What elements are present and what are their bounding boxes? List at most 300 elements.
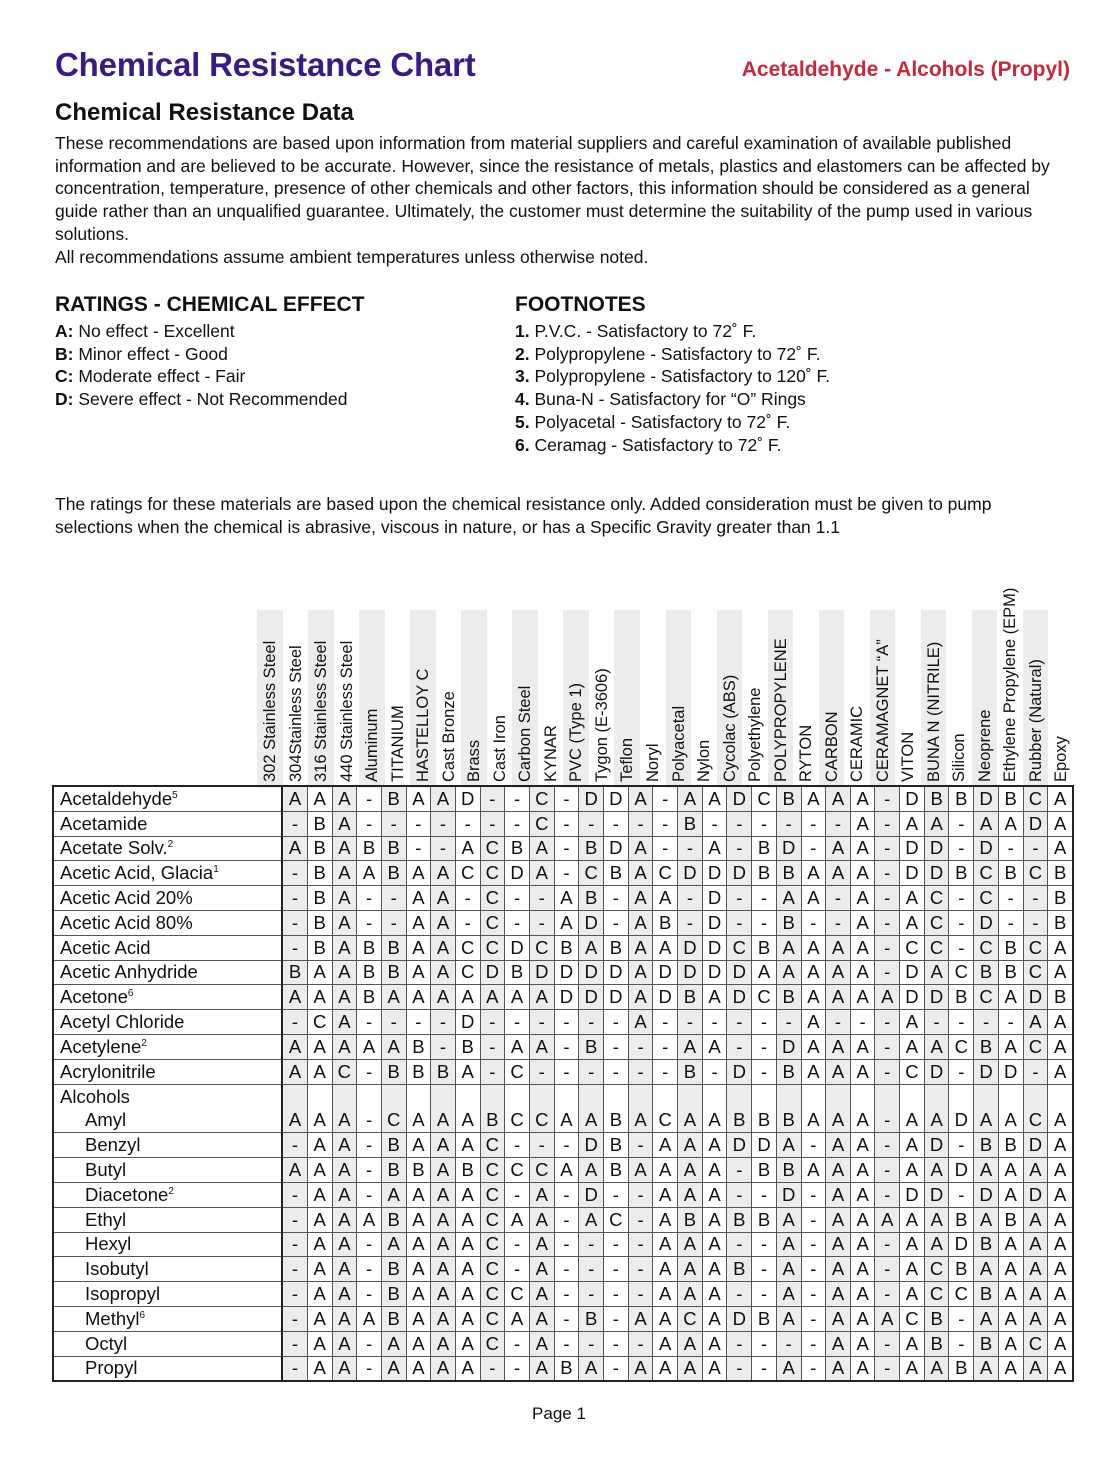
rating-cell: - [282,935,307,960]
chemical-name: Acetamide [53,811,282,836]
material-header [563,610,589,788]
rating-cell: - [357,1010,382,1035]
rating-cell: A [974,1158,999,1183]
rating-cell: B [776,1059,801,1084]
rating-cell: - [653,811,678,836]
rating-cell: C [480,1282,505,1307]
rating-cell: A [307,1133,332,1158]
rating-cell: A [850,836,875,861]
rating-cell: - [604,1356,629,1381]
rating-cell: C [949,1034,974,1059]
rating-cell: C [480,886,505,911]
chemical-name: Acetaldehyde$^5$ [53,786,282,811]
rating-cell: A [332,861,357,886]
rating-cell: D [924,1182,949,1207]
rating-cell: B [998,786,1023,811]
rating-cell: - [554,1306,579,1331]
footnote-marker: 6 [139,1309,146,1321]
rating-cell: - [628,1034,653,1059]
rating-cell: C [332,1059,357,1084]
material-header [359,610,385,788]
rating-cell: A [998,1158,1023,1183]
rating-cell: - [554,861,579,886]
rating-cell: C [1023,1109,1048,1133]
rating-cell: B [949,786,974,811]
rating-cell: A [1048,836,1073,861]
rating-cell: D [579,1133,604,1158]
rating-cell: - [875,910,900,935]
rating-cell [776,1084,801,1109]
rating-cell: C [678,1306,703,1331]
rating-cell: D [604,985,629,1010]
rating-cell [579,1084,604,1109]
rating-cell: A [307,1331,332,1356]
rating-cell: - [949,811,974,836]
footnote-number: 2. [515,343,530,364]
footnote-marker: 1 [213,864,219,876]
rating-cell: A [924,1109,949,1133]
rating-cell: - [357,1356,382,1381]
ratings-heading: RATINGS - CHEMICAL EFFECT [55,293,365,316]
rating-cell: A [332,1010,357,1035]
rating-cell: A [850,1356,875,1381]
rating-cell: A [332,1282,357,1307]
rating-cell: B [1048,985,1073,1010]
rating-cell: A [628,886,653,911]
rating-cell: B [678,985,703,1010]
rating-cell: A [406,786,431,811]
rating-cell [900,1084,925,1109]
rating-cell: B [604,1158,629,1183]
table-row [53,1109,1073,1133]
rating-cell: - [875,1059,900,1084]
rating-cell: D [702,910,727,935]
rating-cell: A [801,1034,826,1059]
material-header-label: BUNA N (NITRILE) [924,641,943,782]
rating-cell: C [529,1158,554,1183]
footnote-marker: 2 [141,1037,147,1049]
rating-cell: C [924,1257,949,1282]
table-row [53,1182,1073,1207]
rating-cell: A [875,1306,900,1331]
rating-cell: - [801,1306,826,1331]
material-header [461,610,487,788]
rating-cell: - [505,1257,530,1282]
rating-cell: - [727,1158,752,1183]
rating-cell: A [431,1207,456,1232]
rating-cell: - [357,1282,382,1307]
rating-cell: - [875,811,900,836]
rating-cell: A [431,1257,456,1282]
footnote-marker: 2 [168,1185,174,1197]
rating-cell: A [850,1306,875,1331]
rating-cell: C [949,1282,974,1307]
rating-cell: B [307,935,332,960]
material-header-label: Noryl [643,743,662,782]
rating-cell: C [924,910,949,935]
rating-cell [431,1084,456,1109]
rating-cell: D [678,861,703,886]
rating-key: C: [55,366,74,387]
rating-cell: - [875,836,900,861]
rating-cell: A [653,1282,678,1307]
table-row [53,1331,1073,1356]
rating-cell: B [282,960,307,985]
rating-cell [1023,1084,1048,1109]
material-header-label: Neoprene [975,709,994,782]
rating-cell: A [332,910,357,935]
rating-cell: - [727,1182,752,1207]
rating-cell: - [752,1010,777,1035]
rating-cell: A [702,1331,727,1356]
rating-cell: - [752,811,777,836]
rating-cell: B [974,960,999,985]
rating-cell: A [900,1133,925,1158]
footnote-3 [515,365,830,388]
rating-cell: A [455,1232,480,1257]
rating-cell: D [924,1059,949,1084]
rating-cell: - [949,1010,974,1035]
group-row [53,1084,1073,1109]
rating-cell: D [900,836,925,861]
rating-cell: A [455,1282,480,1307]
rating-cell: A [554,910,579,935]
rating-cell: - [998,886,1023,911]
rating-cell: A [850,1158,875,1183]
rating-cell: A [381,1356,406,1381]
rating-cell: A [678,1257,703,1282]
rating-cell: A [801,960,826,985]
rating-cell: B [579,886,604,911]
rating-cell: A [702,985,727,1010]
rating-cell: A [1023,1232,1048,1257]
rating-cell: - [579,1257,604,1282]
rating-cell: A [900,1282,925,1307]
rating-cell: A [579,935,604,960]
rating-cell: - [752,910,777,935]
rating-cell [752,1084,777,1109]
rating-cell: B [752,1109,777,1133]
rating-cell: A [1048,786,1073,811]
rating-cell: C [579,861,604,886]
rating-cell: A [826,1059,851,1084]
rating-cell: C [480,836,505,861]
rating-cell: B [307,886,332,911]
rating-cell: A [307,1182,332,1207]
rating-cell: A [628,1306,653,1331]
rating-cell: - [727,1010,752,1035]
rating-cell: A [974,1257,999,1282]
rating-cell: - [1023,910,1048,935]
chemical-name: Ethyl [53,1207,282,1232]
rating-cell: A [900,1356,925,1381]
rating-cell [826,1084,851,1109]
rating-cell: - [604,1010,629,1035]
rating-cell: - [282,910,307,935]
rating-cell: A [529,1232,554,1257]
rating-cell: - [579,1331,604,1356]
rating-cell: - [505,1010,530,1035]
rating-cell: A [431,1182,456,1207]
rating-cell: - [628,1282,653,1307]
rating-cell: - [727,1282,752,1307]
table-row [53,1059,1073,1084]
rating-cell: A [653,1182,678,1207]
material-header [614,610,640,788]
rating-cell: D [727,960,752,985]
rating-cell: - [554,1010,579,1035]
rating-cell: - [949,935,974,960]
rating-cell: - [529,910,554,935]
table-row [53,836,1073,861]
rating-cell: A [628,861,653,886]
rating-cell: D [949,1158,974,1183]
rating-desc: Moderate effect - Fair [73,366,246,387]
rating-cell: D [974,1059,999,1084]
rating-cell: A [850,1282,875,1307]
rating-cell: A [850,861,875,886]
rating-cell: - [875,786,900,811]
rating-cell: A [554,1109,579,1133]
rating-cell: C [974,935,999,960]
rating-cell: A [974,1306,999,1331]
rating-cell: - [554,811,579,836]
rating-cell: - [801,1207,826,1232]
rating-cell: - [554,1182,579,1207]
rating-cell: C [455,935,480,960]
rating-cell: A [307,1034,332,1059]
rating-cell: A [900,1034,925,1059]
rating-cell: - [357,1182,382,1207]
rating-cell: A [455,1331,480,1356]
rating-cell: A [406,960,431,985]
rating-cell: A [332,1182,357,1207]
rating-cell: A [282,786,307,811]
rating-cell: A [628,1356,653,1381]
material-header [819,610,845,788]
rating-cell [678,1084,703,1109]
footnote-4 [515,388,830,411]
rating-cell: B [604,1109,629,1133]
rating-cell: A [702,1109,727,1133]
rating-cell: - [702,1059,727,1084]
rating-cell: - [282,1207,307,1232]
rating-cell: - [554,1232,579,1257]
rating-cell: B [455,1158,480,1183]
rating-cell: D [653,985,678,1010]
rating-cell: A [974,1109,999,1133]
rating-cell: C [307,1010,332,1035]
rating-cell: C [1023,1034,1048,1059]
material-header-label: KYNAR [541,725,560,782]
rating-cell: - [628,1133,653,1158]
table-row [53,1356,1073,1381]
intro-paragraph: These recommendations are based upon information from material suppliers and careful examination of available published information and are believed to be accurate. However, since the resistance of metals, plastics and elastomers can be affected by concentration, temperature, presence of other chemicals and other factors, this information should be considered as a general guide rather than an unqualified guarantee. Ultimately, the customer must determine the suitability of the pump used in various solutions. [55,133,1050,244]
rating-cell: A [678,1331,703,1356]
rating-cell: D [998,1059,1023,1084]
rating-cell: B [653,910,678,935]
rating-cell: B [604,935,629,960]
rating-cell: - [431,811,456,836]
rating-cell: B [752,861,777,886]
rating-cell: C [455,960,480,985]
rating-cell: - [357,1257,382,1282]
rating-cell: A [850,910,875,935]
rating-cell: C [752,786,777,811]
material-header-label: Cast Iron [490,715,509,782]
rating-cell: A [1048,1282,1073,1307]
rating-cell: A [1023,1306,1048,1331]
rating-cell: A [529,861,554,886]
rating-cell: A [406,1306,431,1331]
page-number: Page 1 [532,1404,586,1423]
rating-item-c [55,365,365,388]
rating-cell: A [406,1282,431,1307]
table-row [53,910,1073,935]
rating-cell: A [702,786,727,811]
rating-cell: B [505,960,530,985]
rating-cell: A [579,1356,604,1381]
rating-cell: A [900,1232,925,1257]
material-header [793,610,819,788]
material-header [385,610,411,788]
rating-cell: A [826,1109,851,1133]
material-header [1048,610,1074,788]
table-row [53,1207,1073,1232]
rating-cell [1048,1084,1073,1109]
chemical-name: Acetylene$^2$ [53,1034,282,1059]
rating-cell: - [282,886,307,911]
rating-cell: A [826,1282,851,1307]
rating-cell: A [455,985,480,1010]
rating-cell: A [776,1356,801,1381]
rating-cell: D [776,1034,801,1059]
rating-cell: C [480,861,505,886]
rating-cell: - [875,1010,900,1035]
rating-cell: A [998,811,1023,836]
chemical-name: Butyl [53,1158,282,1183]
table-row [53,1306,1073,1331]
rating-cell: A [801,1109,826,1133]
rating-cell: A [850,935,875,960]
rating-cell: A [702,1207,727,1232]
rating-cell: A [801,1059,826,1084]
rating-cell: D [455,786,480,811]
rating-cell: B [381,1158,406,1183]
rating-cell: - [1023,886,1048,911]
rating-cell: - [505,1182,530,1207]
rating-cell: D [974,836,999,861]
rating-cell: A [332,1257,357,1282]
rating-cell: B [924,786,949,811]
rating-cell: A [801,935,826,960]
rating-cell: B [924,1306,949,1331]
material-header [512,610,538,788]
rating-cell: B [307,910,332,935]
rating-cell: B [998,861,1023,886]
rating-cell: A [826,1356,851,1381]
rating-cell: A [702,1133,727,1158]
rating-cell: A [455,1133,480,1158]
rating-cell: A [702,1232,727,1257]
rating-cell: A [307,1306,332,1331]
rating-cell: A [702,1356,727,1381]
rating-cell: A [850,886,875,911]
rating-cell: A [776,1257,801,1282]
rating-cell: B [604,861,629,886]
rating-cell: B [974,1133,999,1158]
rating-cell: A [998,1282,1023,1307]
material-header-label: Nylon [695,739,714,782]
rating-cell: C [480,1207,505,1232]
rating-cell: - [998,836,1023,861]
rating-cell: B [727,1109,752,1133]
rating-cell: A [678,1356,703,1381]
footnote-text: Polypropylene - Satisfactory to 72˚ F. [529,343,821,364]
rating-cell: B [381,1059,406,1084]
table-row [53,1034,1073,1059]
rating-cell: A [678,1282,703,1307]
rating-cell: A [455,1306,480,1331]
rating-cell: C [529,935,554,960]
rating-cell: - [628,1059,653,1084]
rating-cell: B [1048,910,1073,935]
rating-cell: - [554,1257,579,1282]
rating-cell: - [801,1232,826,1257]
rating-key: B: [55,343,74,364]
chemical-name: Benzyl [53,1133,282,1158]
rating-cell: D [604,836,629,861]
rating-cell: A [653,886,678,911]
rating-cell: - [357,1059,382,1084]
rating-cell: - [801,1133,826,1158]
rating-cell: - [678,886,703,911]
rating-cell: - [875,1282,900,1307]
rating-cell: A [850,786,875,811]
rating-cell: - [357,1133,382,1158]
material-header-label: Ethylene Propylene (EPM) [1001,587,1020,782]
rating-cell: A [628,786,653,811]
rating-cell: B [998,935,1023,960]
rating-cell: A [307,1158,332,1183]
rating-cell: A [332,1109,357,1133]
footnote-marker: 5 [172,789,178,801]
rating-cell: B [307,811,332,836]
rating-cell: - [875,1109,900,1133]
rating-cell: - [381,886,406,911]
rating-cell: - [604,1331,629,1356]
material-header-label: PVC (Type 1) [567,682,586,782]
rating-cell: B [505,836,530,861]
material-header [1023,610,1049,788]
rating-cell: A [332,1207,357,1232]
material-header-label: Carbon Steel [516,685,535,782]
rating-cell: B [307,861,332,886]
chemical-name: Acetic Anhydride [53,960,282,985]
rating-cell: A [974,1356,999,1381]
rating-cell: - [604,1059,629,1084]
rating-cell: - [875,935,900,960]
rating-key: D: [55,389,74,410]
rating-cell: A [900,886,925,911]
rating-cell: A [529,1207,554,1232]
rating-cell: A [282,985,307,1010]
footnotes [515,292,830,456]
material-header [487,610,513,788]
chemical-name: Amyl [53,1109,282,1133]
rating-cell: - [381,910,406,935]
footnote-text: Buna-N - Satisfactory for “O” Rings [529,389,806,410]
